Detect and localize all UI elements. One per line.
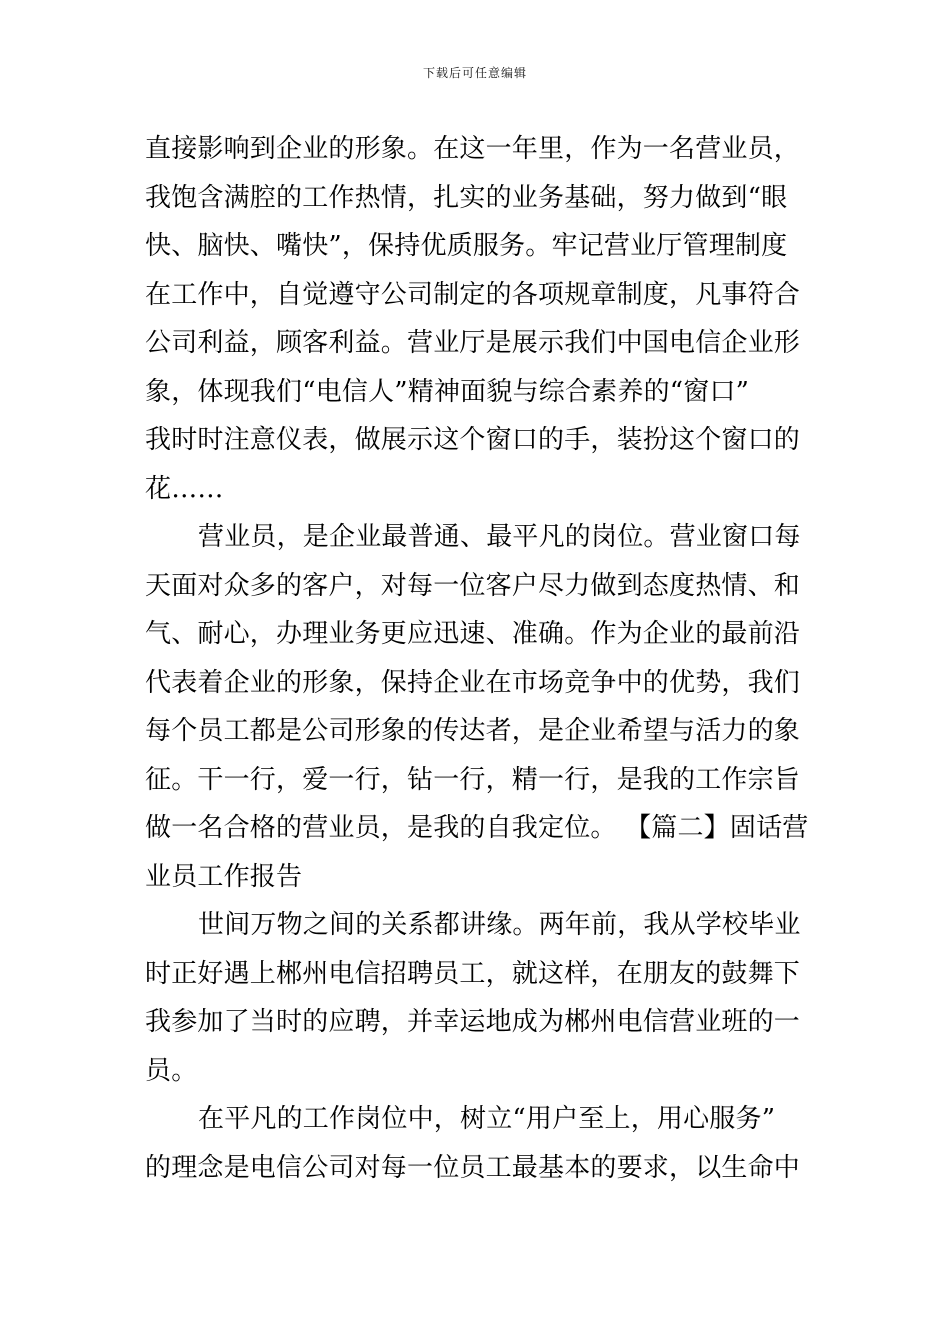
page-header: 下载后可任意编辑 (422, 66, 527, 80)
paragraph-first-line: 营业员，是企业最普通、最平凡的岗位。营业窗口每 (198, 522, 801, 552)
text-line: 花…… (145, 473, 224, 504)
text-line: 公司利益，顾客利益。营业厅是展示我们中国电信企业形 (145, 328, 801, 358)
text-line: 在工作中，自觉遵守公司制定的各项规章制度，凡事符合 (145, 279, 801, 310)
text-line: 征。干一行，爱一行，钻一行，精一行，是我的工作宗旨 (145, 764, 801, 795)
text-line: 我时时注意仪表，做展示这个窗口的手，装扮这个窗口的 (145, 425, 801, 455)
text-line: 直接影响到企业的形象。在这一年里，作为一名营业员， (145, 134, 801, 164)
text-line: 天面对众多的客户，对每一位客户尽力做到态度热情、和 (145, 570, 801, 601)
text-line: 时正好遇上郴州电信招聘员工，就这样，在朋友的鼓舞下 (145, 958, 801, 989)
paragraph-first-line: 世间万物之间的关系都讲缘。两年前，我从学校毕业 (198, 910, 801, 940)
text-line: 员。 (145, 1055, 198, 1086)
text-line: 代表着企业的形象，保持企业在市场竞争中的优势，我们 (145, 667, 801, 698)
text-line: 快、脑快、嘴快”，保持优质服务。牢记营业厅管理制度 (145, 231, 788, 261)
text-line: 象，体现我们“电信人”精神面貌与综合素养的“窗口” (145, 376, 750, 407)
text-line: 业员工作报告 (145, 861, 303, 892)
document-body (145, 125, 810, 1192)
text-line: 我饱含满腔的工作热情，扎实的业务基础，努力做到“眼 (145, 182, 788, 213)
text-line: 每个员工都是公司形象的传达者，是企业希望与活力的象 (145, 716, 801, 746)
text-line: 我参加了当时的应聘，并幸运地成为郴州电信营业班的一 (145, 1007, 801, 1037)
text-line: 做一名合格的营业员，是我的自我定位。 【篇二】固话营 (145, 813, 809, 843)
text-line: 气、耐心，办理业务更应迅速、准确。作为企业的最前沿 (145, 619, 801, 649)
paragraph-first-line: 在平凡的工作岗位中，树立“用户至上，用心服务” (198, 1104, 776, 1134)
text-line: 的理念是电信公司对每一位员工最基本的要求，以生命中 (145, 1152, 801, 1183)
